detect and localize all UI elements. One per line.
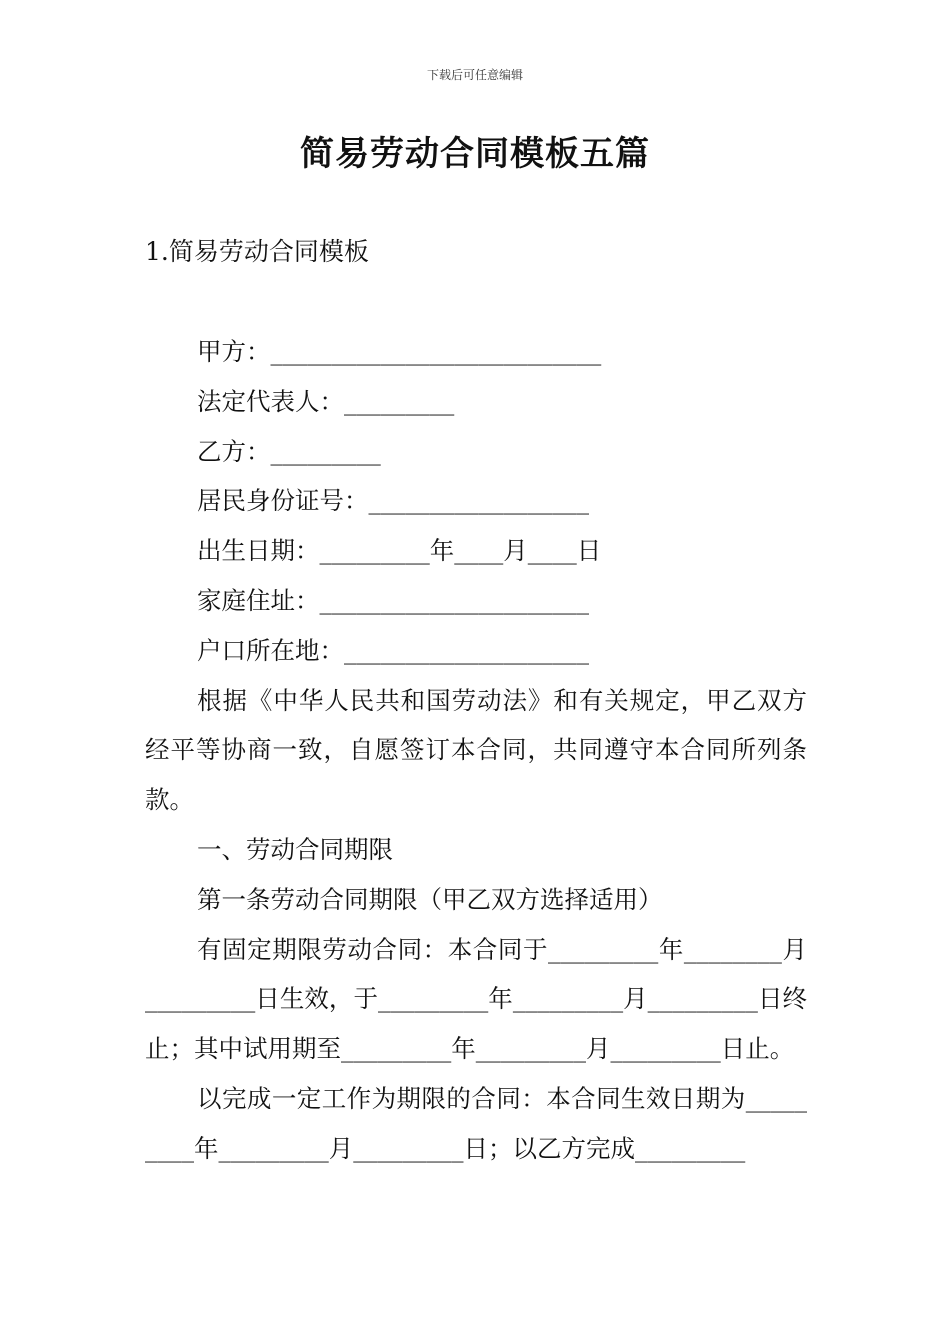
preamble-paragraph: 根据《中华人民共和国劳动法》和有关规定，甲乙双方经平等协商一致，自愿签订本合同，共同遵守本合同所列条款。	[145, 685, 807, 815]
article-one-heading: 第一条劳动合同期限（甲乙双方选择适用）	[197, 884, 663, 914]
legal-representative-line: 法定代表人：_________	[197, 386, 455, 416]
household-registration-line: 户口所在地：____________________	[197, 635, 589, 665]
fixed-term-paragraph: 有固定期限劳动合同：本合同于_________年________月_________日生效，于_________年_________月_________日终止；其中试用期至_________年_________月_________日止。	[145, 934, 807, 1064]
party-b-line: 乙方：_________	[197, 436, 381, 466]
header-note: 下载后可任意编辑	[426, 68, 523, 82]
home-address-line: 家庭住址：______________________	[197, 585, 589, 615]
chapter-heading-term: 一、劳动合同期限	[197, 834, 393, 864]
birth-date-line: 出生日期：_________年____月____日	[197, 536, 602, 566]
id-number-line: 居民身份证号：__________________	[197, 486, 589, 516]
party-a-line: 甲方：___________________________	[197, 337, 602, 366]
section-title: 1.简易劳动合同模板	[145, 237, 369, 266]
document-body	[145, 327, 807, 1174]
task-term-paragraph: 以完成一定工作为期限的合同：本合同生效日期为_________年_________月_________日；以乙方完成_________	[145, 1083, 807, 1163]
document-title: 简易劳动合同模板五篇	[300, 134, 650, 174]
